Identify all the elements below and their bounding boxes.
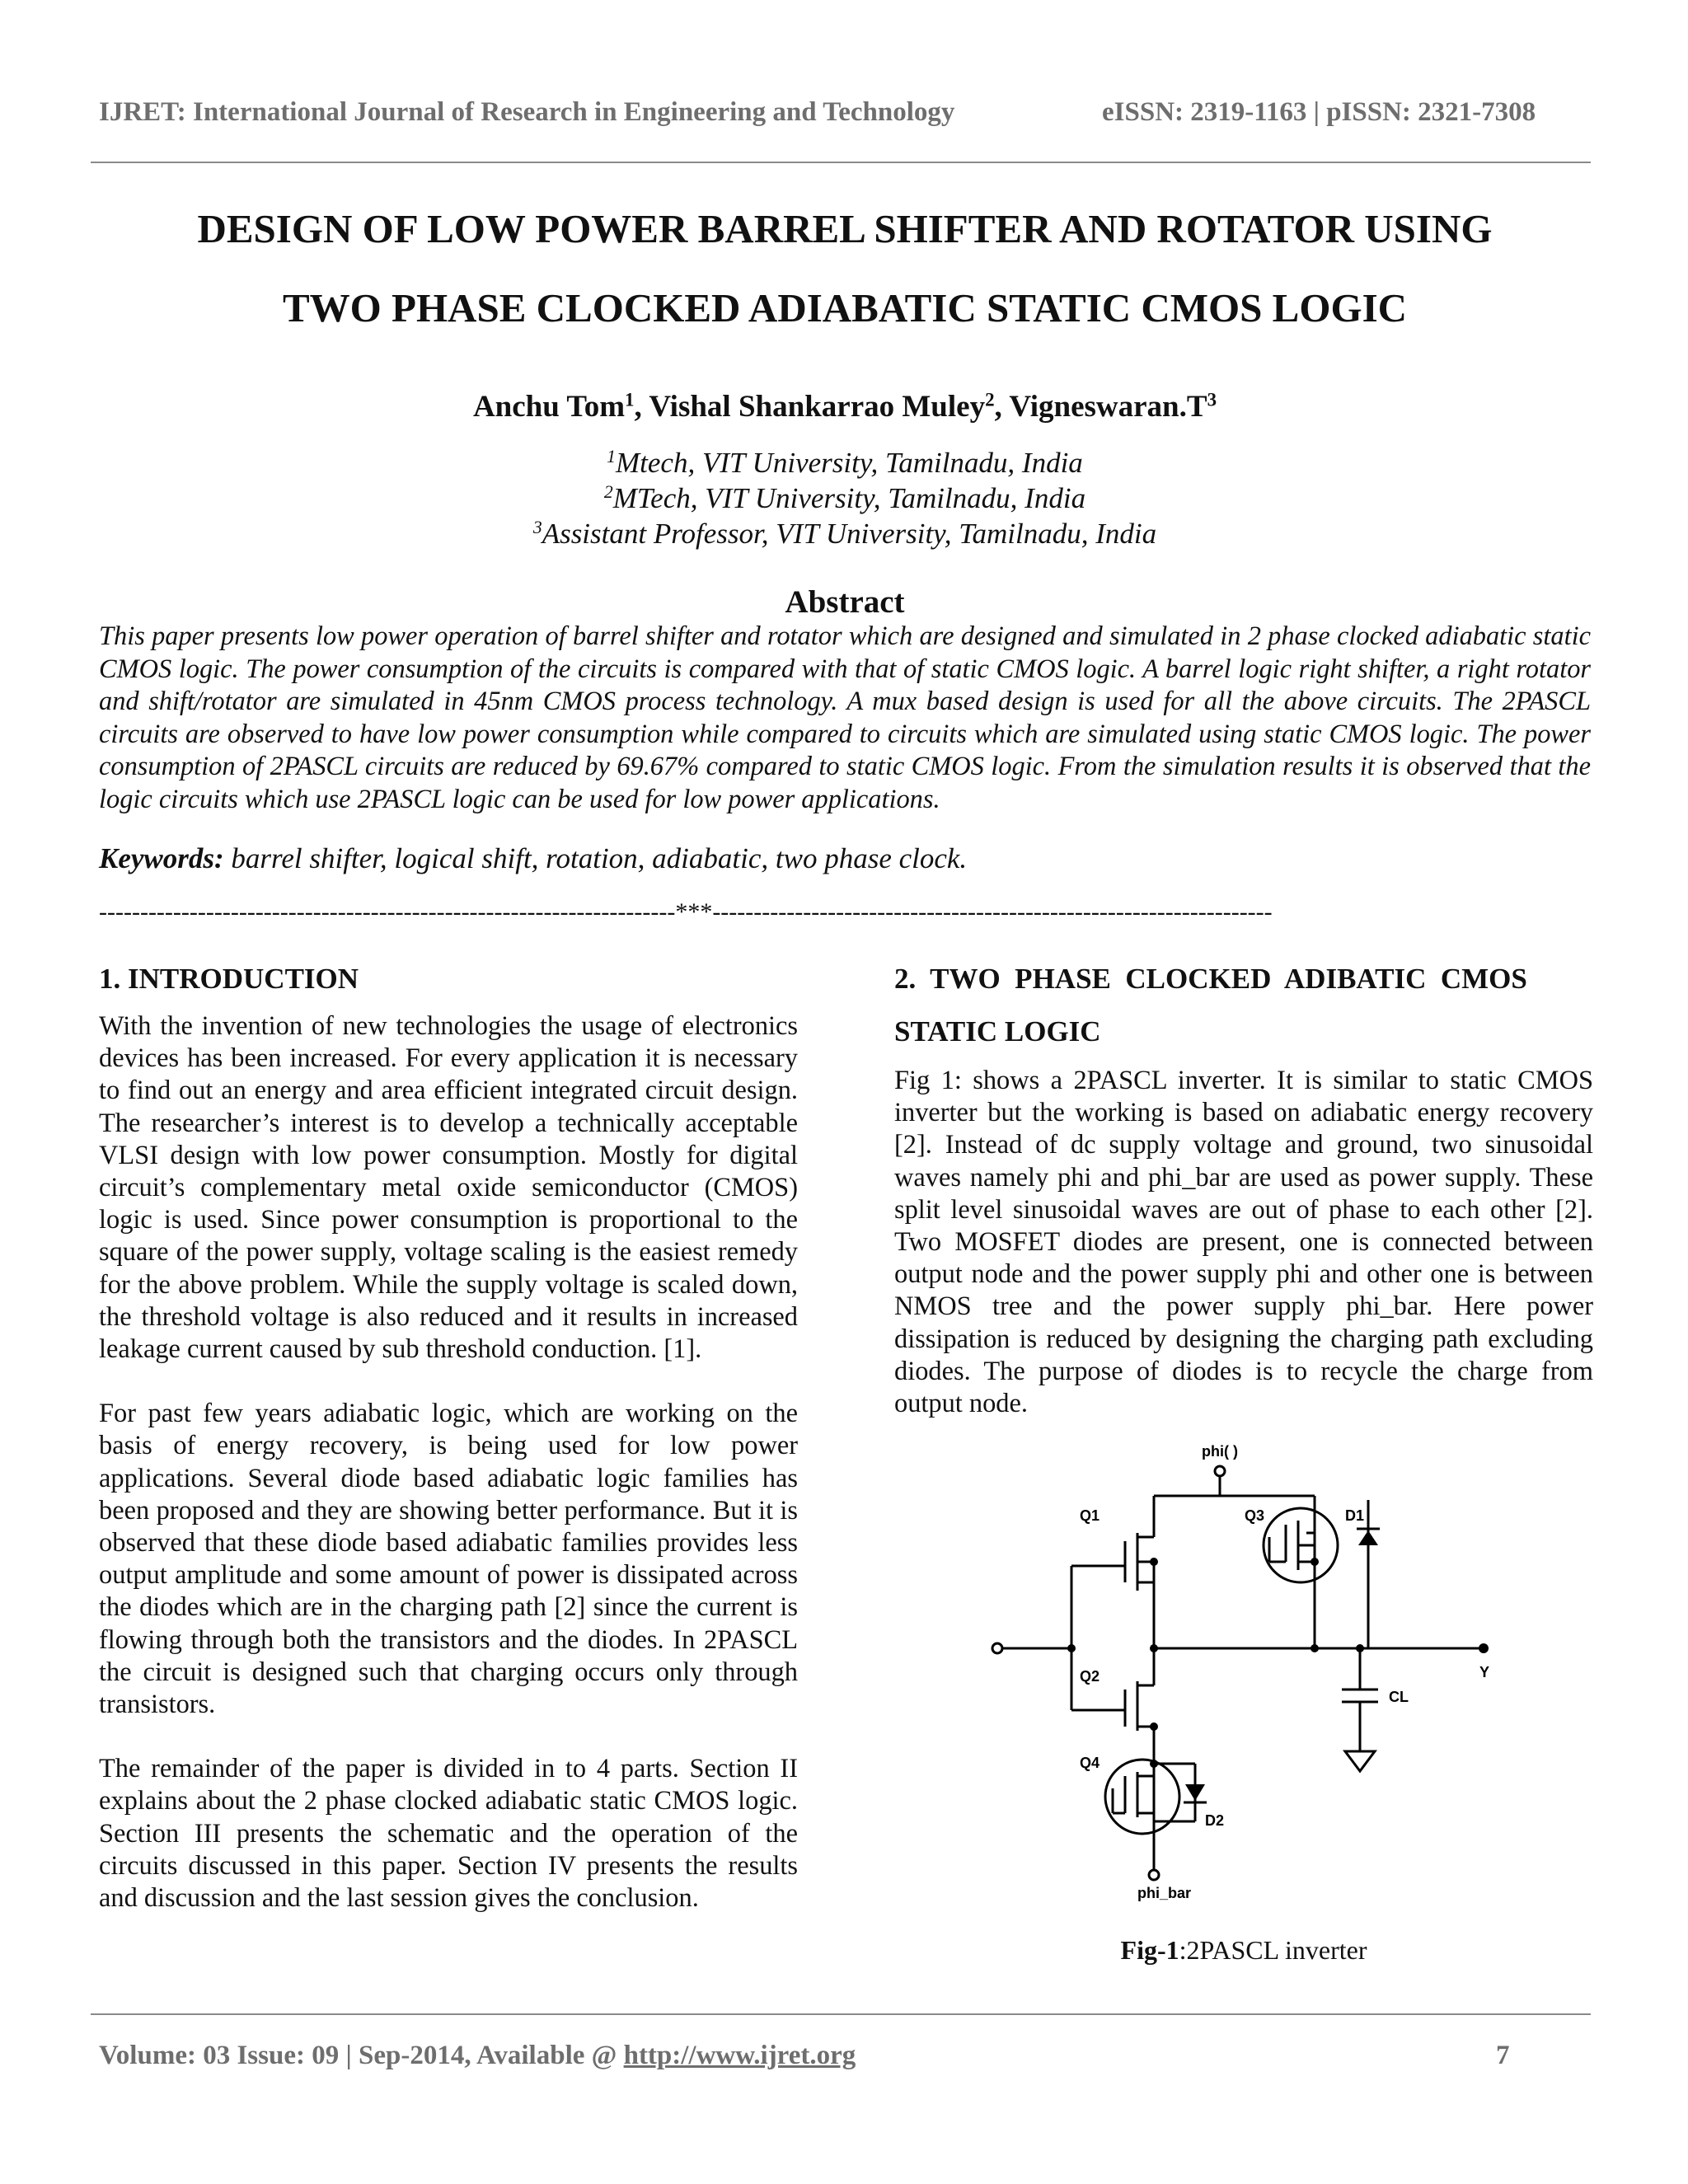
- affiliation-sup: 3: [532, 518, 542, 538]
- label-q4: Q4: [1080, 1755, 1100, 1771]
- intro-body: [99, 1010, 798, 1947]
- figure-caption: [894, 1935, 1593, 1966]
- keywords: [99, 842, 1591, 875]
- author-sep: ,: [994, 390, 1010, 424]
- paper-title: [91, 190, 1599, 348]
- input-terminal: [992, 1643, 1002, 1653]
- intro-paragraph: For past few years adiabatic logic, which are working on the basis of energy recovery, is being used for low power applications. Several diode based adiabatic logic families has been proposed and they are showing better performance. But it is observed that these diode based adiabatic families provides less output amplitude and some amount of power is dissipated across the diodes which are in the charging path [2] since the current is flowing through both the transistors and the diodes. In 2PASCL the circuit is designed such that charging occurs only through transistors.: [99, 1399, 798, 1720]
- section-separator: ----------------------------------------------------------------------***--------------------------------------------------------------------: [99, 898, 1273, 926]
- title-line-2: TWO PHASE CLOCKED ADIABATIC STATIC CMOS LOGIC: [282, 285, 1408, 330]
- affiliation-list: [91, 445, 1599, 551]
- label-d2: D2: [1205, 1812, 1225, 1829]
- label-q3: Q3: [1245, 1507, 1265, 1524]
- affiliation-text: MTech, VIT University, Tamilnadu, India: [612, 482, 1086, 514]
- author-sep: ,: [634, 390, 649, 424]
- affiliation-sup: 2: [603, 482, 613, 503]
- label-cl: CL: [1389, 1689, 1409, 1705]
- ground-symbol: [1345, 1751, 1375, 1771]
- intro-paragraph: The remainder of the paper is divided in to 4 parts. Section II explains about the 2 phase clocked adiabatic static CMOS logic. Section III presents the schematic and the operation of the circuits discussed in this paper. Section IV presents the results and discussion and the last session gives the conclusion.: [99, 1754, 798, 1914]
- footer-link[interactable]: http://www.ijret.org: [623, 2041, 856, 2070]
- label-q2: Q2: [1080, 1668, 1100, 1685]
- figure-label: Fig-1: [1120, 1935, 1179, 1965]
- affiliation: [91, 445, 1599, 480]
- author-name: Anchu Tom: [472, 390, 626, 424]
- label-phi: phi( ): [1202, 1443, 1238, 1460]
- inverter-schematic: [973, 1438, 1550, 1908]
- journal-header: IJRET: International Journal of Research in Engineering and Technology: [99, 97, 955, 127]
- page-number: 7: [1496, 2041, 1510, 2070]
- author-sup: 2: [985, 389, 995, 410]
- author-name: Vishal Shankarrao Muley: [649, 390, 986, 424]
- section2-heading-line2: STATIC LOGIC: [894, 1015, 1101, 1047]
- title-line-1: DESIGN OF LOW POWER BARREL SHIFTER AND ROTATOR USING: [197, 206, 1493, 251]
- header-rule: [91, 162, 1591, 163]
- keywords-text: barrel shifter, logical shift, rotation, adiabatic, two phase clock.: [223, 842, 968, 874]
- author-list: [91, 389, 1599, 424]
- output-node: [1479, 1643, 1489, 1653]
- keywords-label: Keywords:: [99, 842, 224, 874]
- figure-caption-text: :2PASCL inverter: [1179, 1935, 1367, 1965]
- affiliation-text: Mtech, VIT University, Tamilnadu, India: [616, 447, 1083, 479]
- footer-volume-text: Volume: 03 Issue: 09 | Sep-2014, Available @: [99, 2041, 624, 2070]
- intro-paragraph: With the invention of new technologies the usage of electronics devices has been increased. For every application it is necessary to find out an energy and area efficient integrated circuit design. The researcher’s interest is to develop a technically acceptable VLSI design with low power consumption. Mostly for digital circuit’s complementary metal oxide semiconductor (CMOS) logic is used. Since power consumption is proportional to the square of the power supply, voltage scaling is the easiest remedy for the above problem. While the supply voltage is scaled down, the threshold voltage is also reduced and it results in increased leakage current caused by sub threshold conduction. [1].: [99, 1011, 798, 1365]
- label-d1: D1: [1345, 1507, 1365, 1524]
- phi-terminal: [1215, 1466, 1225, 1476]
- issn-header: eISSN: 2319-1163 | pISSN: 2321-7308: [1102, 97, 1536, 127]
- author-sup: 3: [1207, 389, 1217, 410]
- label-y: Y: [1479, 1664, 1490, 1680]
- affiliation: [91, 480, 1599, 516]
- author-sup: 1: [625, 389, 635, 410]
- abstract-text: This paper presents low power operation of barrel shifter and rotator which are designed and simulated in 2 phase clocked adiabatic static CMOS logic. The power consumption of the circuits is compared with that of static CMOS logic. A barrel logic right shifter, a right rotator and shift/rotator are simulated in 45nm CMOS process technology. A mux based design is used for all the above circuits. The 2PASCL circuits are observed to have low power consumption while compared to circuits which are simulated using static CMOS logic. The power consumption of 2PASCL circuits are reduced by 69.67% compared to static CMOS logic. From the simulation results it is observed that the logic circuits which use 2PASCL logic can be used for low power applications.: [99, 621, 1591, 814]
- affiliation-text: Assistant Professor, VIT University, Tamilnadu, India: [542, 518, 1157, 550]
- label-phibar: phi_bar: [1137, 1885, 1192, 1901]
- section2-body: Fig 1: shows a 2PASCL inverter. It is similar to static CMOS inverter but the working is based on adiabatic energy recovery [2]. Instead of dc supply voltage and ground, two sinusoidal waves namely phi and phi_bar are used as power supply. These split level sinusoidal waves are out of phase to each other [2]. Two MOSFET diodes are present, one is connected between output node and the power supply phi and other one is between NMOS tree and the power supply phi_bar. Here power dissipation is reduced by designing the charging path excluding diodes. The purpose of diodes is to recycle the charge from output node.: [894, 1066, 1593, 1419]
- d1-diode-symbol: [1358, 1530, 1378, 1545]
- d2-diode-symbol: [1185, 1784, 1205, 1801]
- phibar-terminal: [1149, 1870, 1159, 1880]
- section2-heading-line1: 2. TWO PHASE CLOCKED ADIBATIC CMOS: [894, 963, 1527, 995]
- footer-volume: [99, 2041, 856, 2071]
- affiliation: [91, 516, 1599, 551]
- label-q1: Q1: [1080, 1507, 1100, 1524]
- affiliation-sup: 1: [607, 447, 617, 467]
- footer-rule: [91, 2013, 1591, 2015]
- author-name: Vigneswaran.T: [1009, 390, 1207, 424]
- intro-heading: 1. INTRODUCTION: [99, 963, 359, 995]
- abstract-heading: Abstract: [785, 584, 905, 620]
